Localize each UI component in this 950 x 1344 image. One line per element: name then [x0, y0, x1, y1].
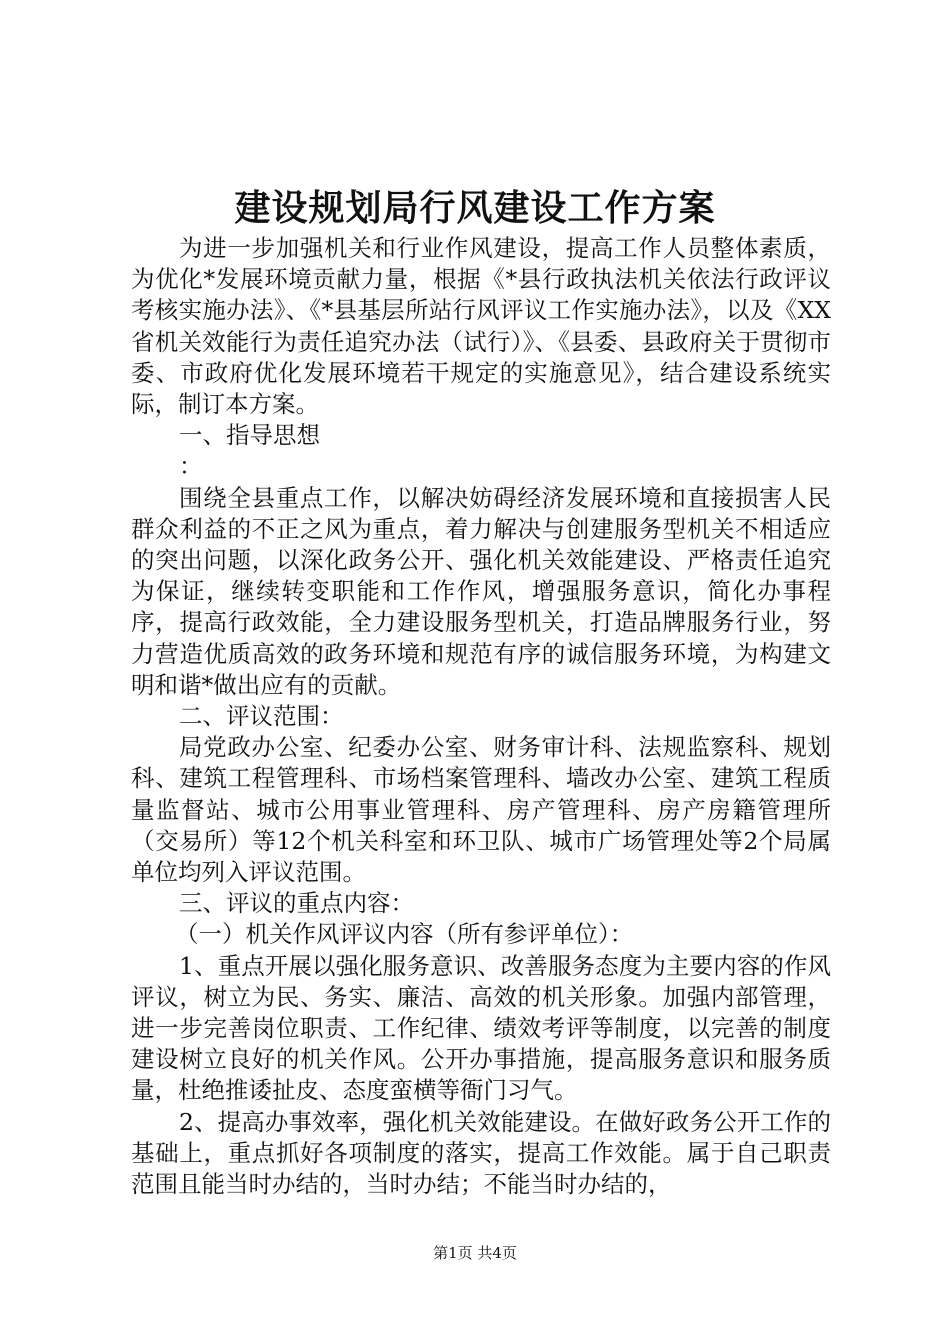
paragraph-scope: 局党政办公室、纪委办公室、财务审计科、法规监察科、规划科、建筑工程管理科、市场档案管理科、墙改办公室、建筑工程质量监督站、城市公用事业管理科、房产管理科、房产房籍管理所（交易所）等12个机关科室和环卫队、城市广场管理处等2个局属单位均列入评议范围。	[131, 733, 831, 887]
colon-line: ：	[179, 452, 203, 481]
paragraph-intro: 为进一步加强机关和行业作风建设，提高工作人员整体素质，为优化*发展环境贡献力量，根据《*县行政执法机关依法行政评议考核实施办法》、《*县基层所站行风评议工作实施办法》，以及《XX省机关效能行为责任追究办法（试行）》、《县委、县政府关于贯彻市委、市政府优化发展环境若干规定的实施意见》，结合建设系统实际，制订本方案。	[131, 234, 831, 419]
paragraph-item-2: 2、提高办事效率，强化机关效能建设。在做好政务公开工作的基础上，重点抓好各项制度的落实，提高工作效能。属于自己职责范围且能当时办结的，当时办结；不能当时办结的，	[131, 1107, 831, 1199]
document-title: 建设规划局行风建设工作方案	[234, 187, 716, 229]
heading-scope: 二、评议范围：	[179, 702, 344, 731]
document-body	[131, 233, 831, 1200]
paragraph-item-1: 1、重点开展以强化服务意识、改善服务态度为主要内容的作风评议，树立为民、务实、廉洁、高效的机关形象。加强内部管理，进一步完善岗位职责、工作纪律、绩效考评等制度，以完善的制度建设树立良好的机关作风。公开办事措施，提高服务意识和服务质量，杜绝推诿扯皮、态度蛮横等衙门习气。	[131, 951, 831, 1105]
heading-guiding-thought: 一、指导思想	[179, 421, 320, 450]
subheading-work-style: （一）机关作风评议内容（所有参评单位）：	[175, 920, 634, 949]
page-footer: 第1页 共4页	[433, 1244, 517, 1262]
paragraph-guiding-thought: 围绕全县重点工作，以解决妨碍经济发展环境和直接损害人民群众利益的不正之风为重点，着力解决与创建服务型机关不相适应的突出问题，以深化政务公开、强化机关效能建设、严格责任追究为保证，继续转变职能和工作作风，增强服务意识，简化办事程序，提高行政效能，全力建设服务型机关，打造品牌服务行业，努力营造优质高效的政务环境和规范有序的诚信服务环境，为构建文明和谐*做出应有的贡献。	[131, 483, 831, 699]
heading-key-content: 三、评议的重点内容：	[179, 889, 414, 918]
